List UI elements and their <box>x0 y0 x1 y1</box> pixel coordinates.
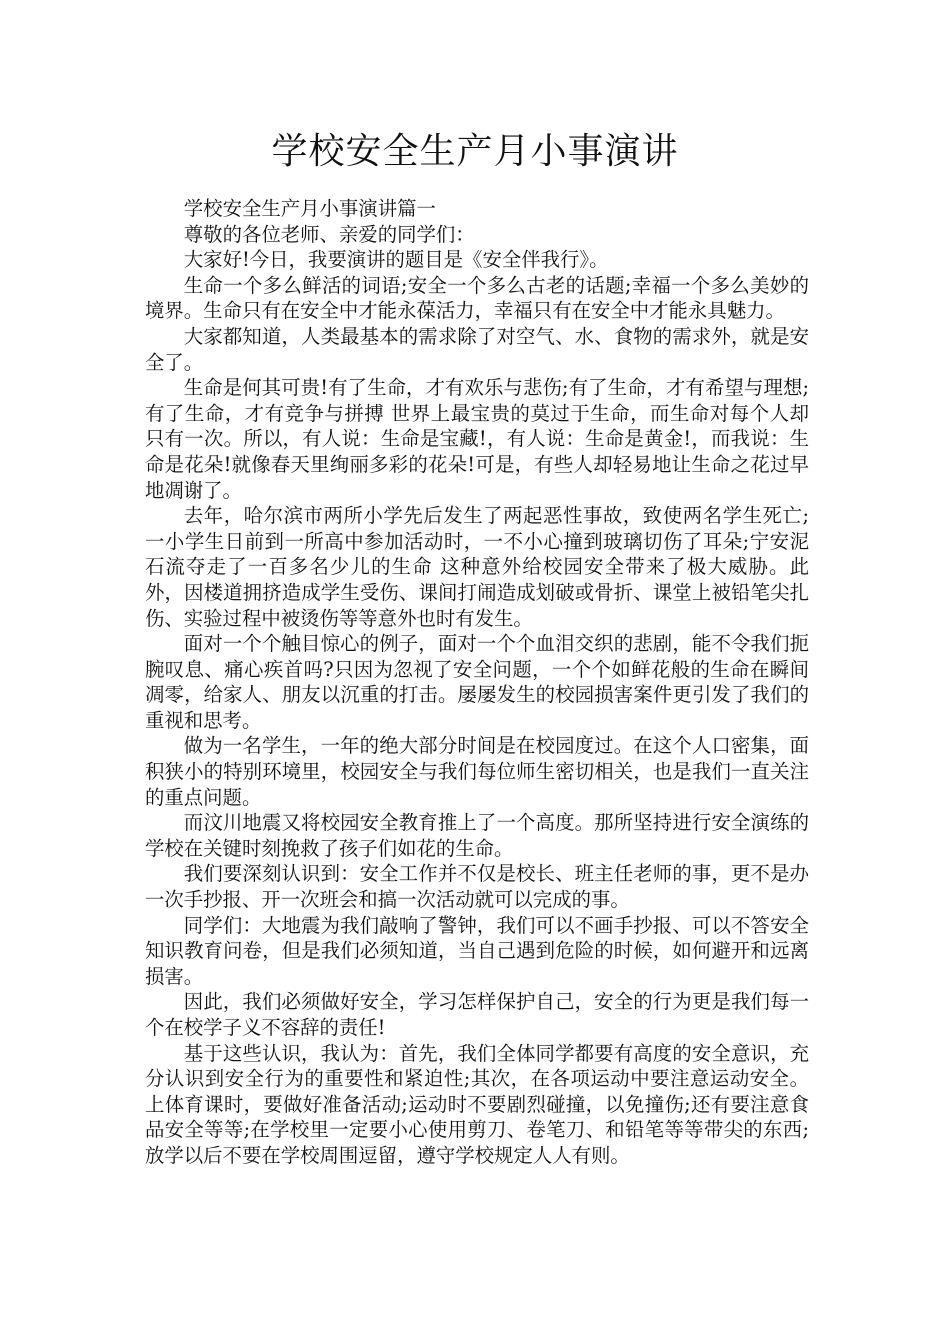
paragraph-10: 而汶川地震又将校园安全教育推上了一个高度。那所坚持进行安全演练的学校在关键时刻挽救了孩子们如花的生命。 <box>145 811 809 860</box>
document-title: 学校安全生产月小事演讲 <box>271 131 679 172</box>
paragraph-9: 做为一名学生，一年的绝大部分时间是在校园度过。在这个人口密集，面积狭小的特别环境里，校园安全与我们每位师生密切相关，也是我们一直关注的重点问题。 <box>145 734 809 809</box>
paragraph-14: 基于这些认识，我认为：首先，我们全体同学都要有高度的安全意识，充分认识到安全行为的重要性和紧迫性;其次，在各项运动中要注意运动安全。上体育课时，要做好准备活动;运动时不要剧烈碰撞，以免撞伤;还有要注意食品安全等等;在学校里一定要小心使用剪刀、卷笔刀、和铅笔等等带尖的东西;放学以后不要在学校周围逗留，遵守学校规定人人有则。 <box>145 1041 809 1167</box>
paragraph-5: 大家都知道，人类最基本的需求除了对空气、水、食物的需求外，就是安全了。 <box>145 324 809 374</box>
document-body <box>145 196 809 1169</box>
paragraph-3: 大家好!今日，我要演讲的题目是《安全伴我行》。 <box>183 248 609 272</box>
paragraph-11: 我们要深刻认识到：安全工作并不仅是校长、班主任老师的事，更不是办一次手抄报、开一次班会和搞一次活动就可以完成的事。 <box>145 862 809 912</box>
paragraph-8: 面对一个个触目惊心的例子，面对一个个血泪交织的悲剧，能不令我们扼腕叹息、痛心疾首吗?只因为忽视了安全问题，一个个如鲜花般的生命在瞬间凋零，给家人、朋友以沉重的打击。屡屡发生的校园损害案件更引发了我们的重视和思考。 <box>145 632 809 732</box>
paragraph-13: 因此，我们必须做好安全，学习怎样保护自己，安全的行为更是我们每一个在校学子义不容辞的责任! <box>145 990 809 1039</box>
paragraph-1: 学校安全生产月小事演讲篇一 <box>183 197 436 220</box>
paragraph-4: 生命一个多么鲜活的词语;安全一个多么古老的话题;幸福一个多么美妙的境界。生命只有在安全中才能永葆活力，幸福只有在安全中才能永具魅力。 <box>145 273 809 323</box>
paragraph-7: 去年，哈尔滨市两所小学先后发生了两起恶性事故，致使两名学生死亡;一小学生日前到一所高中参加活动时，一不小心撞到玻璃切伤了耳朵;宁安泥石流夺走了一百多名少儿的生命 这种意外给校园安全带来了极大威胁。此外，因楼道拥挤造成学生受伤、课间打闹造成划破或骨折、课堂上被铅笔尖扎伤、实验过程中被烫伤等等意外也时有发生。 <box>145 504 809 630</box>
paragraph-2: 尊敬的各位老师、亲爱的同学们： <box>183 222 475 246</box>
paragraph-6: 生命是何其可贵!有了生命，才有欢乐与悲伤;有了生命，才有希望与理想;有了生命，才有竞争与拼搏 世界上最宝贵的莫过于生命，而生命对每个人却只有一次。所以，有人说：生命是宝藏!，有人说：生命是黄金!，而我说：生命是花朵!就像春天里绚丽多彩的花朵!可是，有些人却轻易地让生命之花过早地凋谢了。 <box>145 376 809 502</box>
paragraph-12: 同学们：大地震为我们敲响了警钟，我们可以不画手抄报、可以不答安全知识教育问卷，但是我们必须知道，当自己遇到危险的时候，如何避开和远离损害。 <box>145 913 809 988</box>
